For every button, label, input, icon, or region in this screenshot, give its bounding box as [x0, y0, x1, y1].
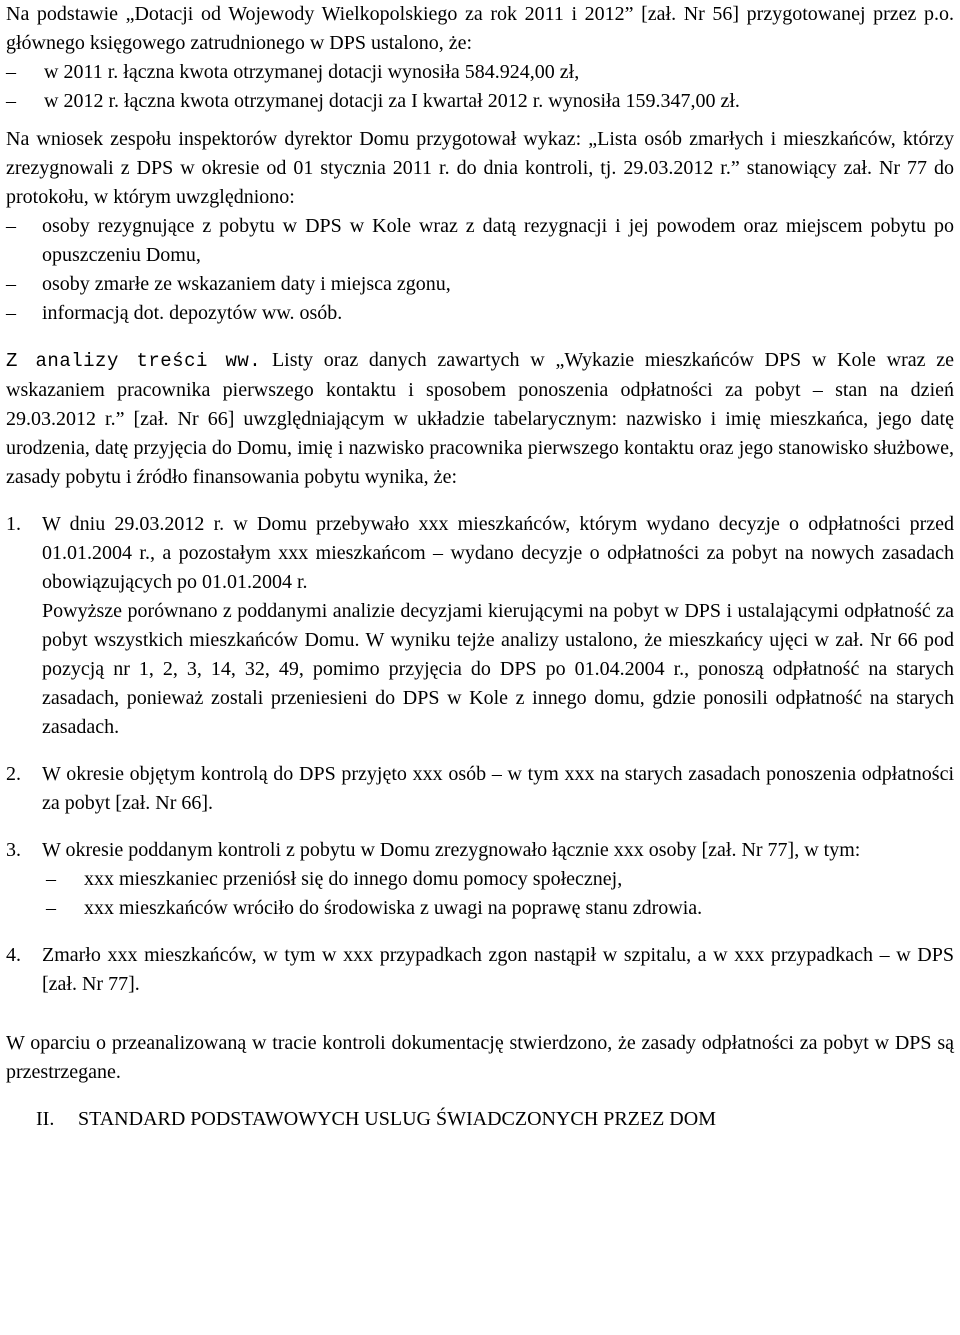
dash-bullet: –	[6, 61, 16, 83]
list-item	[6, 87, 954, 116]
list-item-text: w 2011 r. łączna kwota otrzymanej dotacji wynosiła 584.924,00 zł,	[44, 61, 580, 83]
wniosek-paragraph: Na wniosek zespołu inspektorów dyrektor Domu przygotował wykaz: „Lista osób zmarłych i mieszkańców, którzy zrezygnowali z DPS w okresie od 01 stycznia 2011 r. do dnia kontroli, tj. 29.03.2012 r.” stanowiący zał. Nr 77 do protokołu, w którym uwzględniono:	[6, 128, 954, 208]
list-item-text: xxx mieszkaniec przeniósł się do innego domu pomocy społecznej,	[84, 868, 623, 890]
point-number: 2.	[6, 763, 21, 785]
list-item-text: osoby zmarłe ze wskazaniem daty i miejsca zgonu,	[42, 273, 451, 295]
list-item	[6, 270, 954, 299]
list-item-text: xxx mieszkańców wróciło do środowiska z uwagi na poprawę stanu zdrowia.	[84, 897, 703, 919]
wniosek-list	[6, 212, 954, 328]
point-number: 4.	[6, 944, 21, 966]
intro-list	[6, 58, 954, 116]
dash-bullet: –	[6, 215, 16, 237]
point-number: 3.	[6, 839, 21, 861]
dash-bullet: –	[46, 868, 56, 890]
list-item-text: informacją dot. depozytów ww. osób.	[42, 302, 343, 324]
list-item-text: osoby rezygnujące z pobytu w DPS w Kole wraz z datą rezygnacji i jej powodem oraz miejscem pobytu po opuszczeniu Domu,	[42, 215, 954, 266]
dash-bullet: –	[6, 90, 16, 112]
conclusion-paragraph: W oparciu o przeanalizowaną w tracie kontroli dokumentację stwierdzono, że zasady odpłatności za pobyt w DPS są przestrzegane.	[6, 1032, 954, 1083]
list-item	[6, 58, 954, 87]
point-text: W okresie objętym kontrolą do DPS przyjęto xxx osób – w tym xxx na starych zasadach ponoszenia odpłatności za pobyt [zał. Nr 66].	[42, 763, 954, 814]
section-heading	[6, 1105, 954, 1134]
list-item	[6, 299, 954, 328]
point-1	[6, 510, 954, 742]
point-text-continued: Powyższe porównano z poddanymi analizie decyzjami kierującymi na pobyt w DPS i ustalającymi odpłatność za pobyt wszystkich mieszkańców Domu. W wyniku tejże analizy ustalono, że mieszkańcy ujęci w zał. Nr 66 pod pozycją nr 1, 2, 3, 14, 32, 49, pomimo przyjęcia do DPS po 01.04.2004 r., ponoszą odpłatność na starych zasadach, ponieważ zostali przeniesieni do DPS w Kole z innego domu, gdzie ponosili odpłatność na starych zasadach.	[42, 600, 954, 738]
dash-bullet: –	[6, 302, 16, 324]
point-text: W okresie poddanym kontroli z pobytu w Domu zrezygnowało łącznie xxx osoby [zał. Nr 77], w tym:	[42, 839, 861, 861]
point-text: W dniu 29.03.2012 r. w Domu przebywało xxx mieszkańców, którym wydano decyzje o odpłatności przed 01.01.2004 r., a pozostałym xxx mieszkańcom – wydano decyzje o odpłatności za pobyt na nowych zasadach obowiązujących po 01.01.2004 r.	[42, 513, 954, 593]
analiza-text: Listy oraz danych zawartych w „Wykazie mieszkańców DPS w Kole wraz ze wskazaniem pracownika pierwszego kontaktu i sposobem ponoszenia odpłatności za pobyt – stan na dzień 29.03.2012 r.” [zał. Nr 66] uwzględniającym w układzie tabelarycznym: nazwisko i imię mieszkańca, jego datę urodzenia, datę przyjęcia do Domu, imię i nazwisko pracownika pierwszego kontaktu oraz jego stanowisko służbowe, zasady pobytu i źródło finansowania pobytu wynika, że:	[6, 349, 954, 488]
point-3-list	[6, 865, 954, 923]
section-number: II.	[36, 1108, 55, 1130]
analiza-paragraph	[6, 346, 954, 492]
list-item-text: w 2012 r. łączna kwota otrzymanej dotacji za I kwartał 2012 r. wynosiła 159.347,00 zł.	[44, 90, 740, 112]
point-2	[6, 760, 954, 818]
dash-bullet: –	[6, 273, 16, 295]
list-item	[6, 894, 954, 923]
section-title: STANDARD PODSTAWOWYCH USLUG ŚWIADCZONYCH PRZEZ DOM	[78, 1108, 716, 1130]
point-4	[6, 941, 954, 999]
analiza-lead: Z analizy treści ww.	[6, 350, 262, 372]
dash-bullet: –	[46, 897, 56, 919]
intro-paragraph: Na podstawie „Dotacji od Wojewody Wielkopolskiego za rok 2011 i 2012” [zał. Nr 56] przygotowanej przez p.o. głównego księgowego zatrudnionego w DPS ustalono, że:	[6, 3, 954, 54]
list-item	[6, 865, 954, 894]
point-number: 1.	[6, 513, 21, 535]
point-3	[6, 836, 954, 865]
list-item	[6, 212, 954, 270]
point-text: Zmarło xxx mieszkańców, w tym w xxx przypadkach zgon nastąpił w szpitalu, a w xxx przypadkach – w DPS [zał. Nr 77].	[42, 944, 954, 995]
